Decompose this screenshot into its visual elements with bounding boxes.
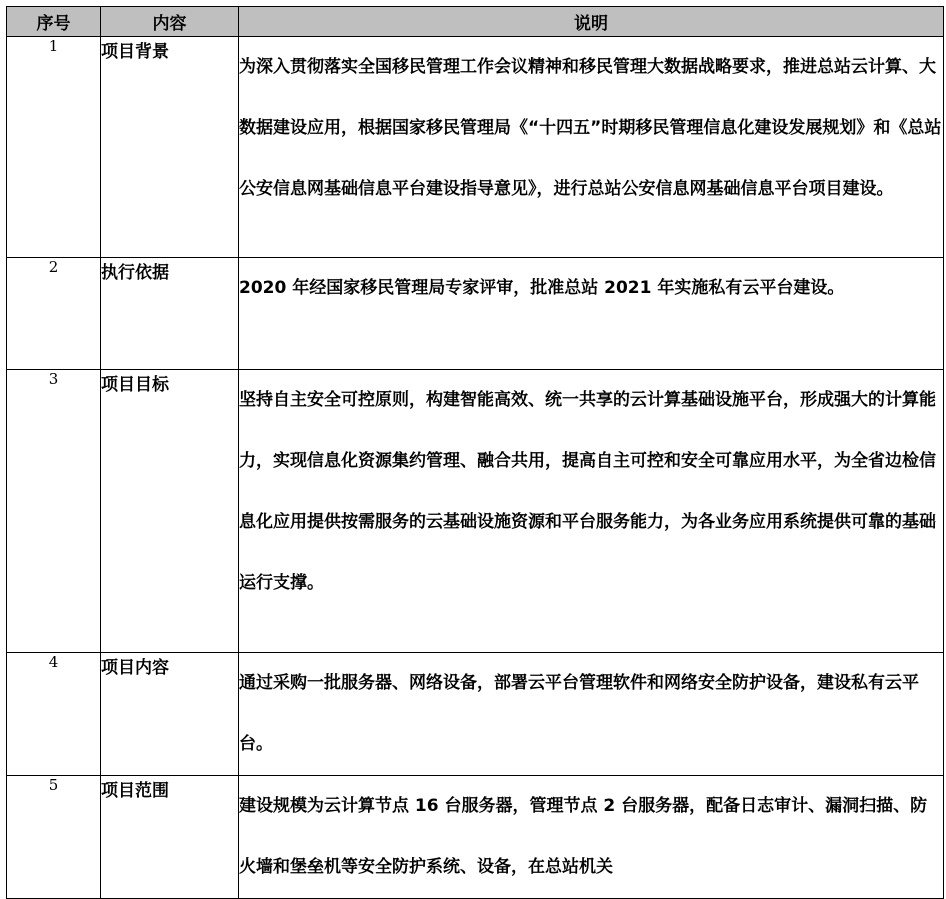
row-description: 2020 年经国家移民管理局专家评审，批准总站 2021 年实施私有云平台建设。 (239, 258, 944, 370)
table-row (7, 370, 944, 653)
row-title: 项目目标 (101, 370, 239, 653)
row-description: 建设规模为云计算节点 16 台服务器，管理节点 2 台服务器，配备日志审计、漏洞扫描、防火墙和堡垒机等安全防护系统、设备，在总站机关 (239, 776, 944, 899)
table-row (7, 776, 944, 899)
header-content: 内容 (101, 7, 239, 37)
row-number: 5 (7, 776, 101, 899)
table-row (7, 37, 944, 258)
table-row (7, 258, 944, 370)
info-table (6, 6, 944, 899)
row-title: 执行依据 (101, 258, 239, 370)
header-no: 序号 (7, 7, 101, 37)
header-description: 说明 (239, 7, 944, 37)
row-title: 项目背景 (101, 37, 239, 258)
table-row (7, 653, 944, 776)
row-title: 项目范围 (101, 776, 239, 899)
row-description: 通过采购一批服务器、网络设备，部署云平台管理软件和网络安全防护设备，建设私有云平台。 (239, 653, 944, 776)
row-number: 1 (7, 37, 101, 258)
row-description: 坚持自主安全可控原则，构建智能高效、统一共享的云计算基础设施平台，形成强大的计算能力，实现信息化资源集约管理、融合共用，提高自主可控和安全可靠应用水平，为全省边检信息化应用提供按需服务的云基础设施资源和平台服务能力，为各业务应用系统提供可靠的基础运行支撑。 (239, 370, 944, 653)
row-description: 为深入贯彻落实全国移民管理工作会议精神和移民管理大数据战略要求，推进总站云计算、大数据建设应用，根据国家移民管理局《“十四五”时期移民管理信息化建设发展规划》和《总站公安信息网基础信息平台建设指导意见》，进行总站公安信息网基础信息平台项目建设。 (239, 37, 944, 258)
row-number: 4 (7, 653, 101, 776)
row-number: 3 (7, 370, 101, 653)
table-header-row (7, 7, 944, 37)
row-number: 2 (7, 258, 101, 370)
row-title: 项目内容 (101, 653, 239, 776)
